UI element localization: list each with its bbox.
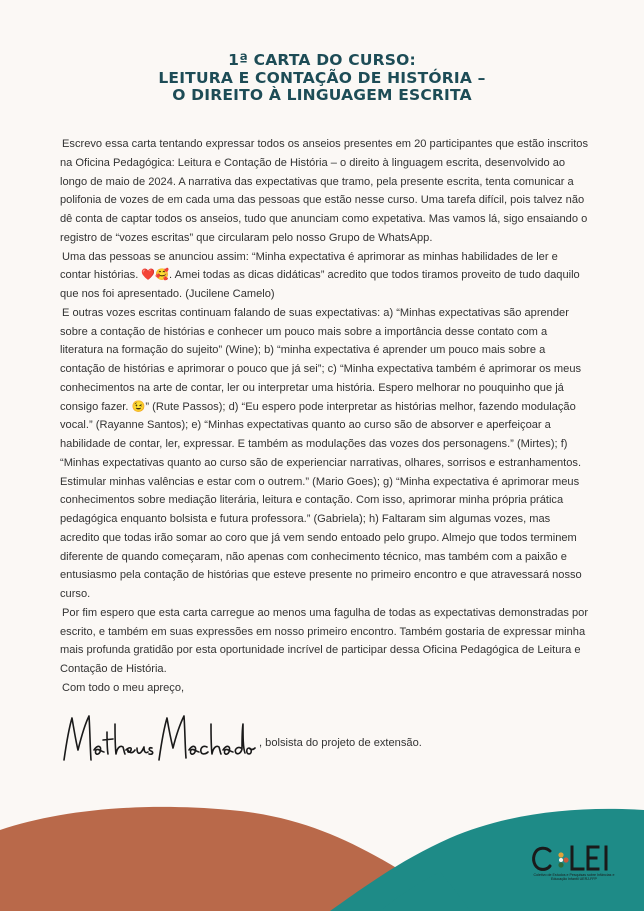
- letter-paragraph: E outras vozes escritas continuam falando de suas expectativas: a) “Minhas expectativas são aprender sobre a contação de histórias e conhecer um pouco mais sobre a importância desse contato com a literatura na formação do sujeito” (Wine); b) “minha expectativa é aprender um pouco mais sobre a contação de histórias e aprimorar o pouco que já sei”; c) “Minha expectativa também é aprimorar os meus conhecimentos na arte de contar, ler ou interpretar uma história. Espero melhorar no pouquinho que já consigo fazer. 😉” (Rute Passos); d) “Eu espero pode interpretar as histórias melhor, fazendo modulação vocal.” (Rayanne Santos); e) “Minhas expectativas quanto ao curso são de absorver e aperfeiçoar a habilidade de contar, ler, expressar. E também as modulações das vozes dos personagens.” (Mirtes); f) “Minhas expectativas quanto ao curso são de experienciar narrativas, olhares, sorrisos e estranhamentos. Estimular minhas valências e estar com o outrem.” (Mario Goes); g) “Minha expectativa é aprimorar meus conhecimentos sobre mediação literária, leitura e contação. Com isso, aprimorar minha própria prática pedagógica enquanto bolsista e futura professora.” (Gabriela); h) Faltaram sim algumas vozes, mas acredito que todas irão somar ao coro que já vem sendo entoado pelo grupo. Almejo que todos terminem diferente de quando começaram, não apenas com conhecimento técnico, mas também com a paixão e entusiasmo pela contação de histórias que esteve presente no primeiro encontro e que atravessará nosso curso.: [60, 306, 582, 600]
- colei-logo-mark: [528, 843, 620, 873]
- signature-caption: , bolsista do projeto de extensão.: [259, 737, 422, 749]
- letter-title: [0, 52, 644, 105]
- title-line-2: LEITURA E CONTAÇÃO DE HISTÓRIA –: [158, 68, 486, 87]
- letter-paragraph: Uma das pessoas se anunciou assim: “Minha expectativa é aprimorar as minhas habilidades de ler e contar histórias. ❤️🥰. Amei todas as dicas didáticas” acredito que todos tiramos proveito de tudo daquilo que nos foi apresentado. (Jucilene Camelo): [60, 250, 580, 300]
- logo-subtitle: Coletivo de Estudos e Pesquisas sobre Infâncias e Educação Infantil UERJ-FFP: [533, 873, 615, 882]
- signature-block: [60, 710, 590, 770]
- title-line-3: O DIREITO À LINGUAGEM ESCRITA: [172, 86, 472, 104]
- letter-paragraph: Escrevo essa carta tentando expressar todos os anseios presentes em 20 participantes que estão inscritos na Oficina Pedagógica: Leitura e Contação de História – o direito à linguagem escrita, desenvolvido ao longo de maio de 2024. A narrativa das expectativas que tramo, pela presente escrita, tenta comunicar a polifonia de vozes de em cada uma das pessoas que estão nesse curso. Uma tarefa difícil, pois talvez não dê conta de captar todos os anseios, tudo que anunciam como expetativa. Mas vamos lá, sigo ensaiando o registro de “vozes escritas” que circularam pelo nosso Grupo de WhatsApp.: [60, 138, 589, 244]
- handwritten-signature: [60, 710, 256, 768]
- letter-closing: Com todo o meu apreço,: [62, 681, 185, 694]
- colei-logo: [528, 843, 620, 891]
- title-line-1: 1ª CARTA DO CURSO:: [228, 51, 416, 69]
- letter-body: [60, 135, 590, 698]
- letter-paragraph: Por fim espero que esta carta carregue ao menos uma fagulha de todas as expectativas demonstradas por escrito, e também em suas expressões em nosso primeiro encontro. Também gostaria de expressar minha mais profunda gratidão por esta oportunidade incrível de participar dessa Oficina Pedagógica de Leitura e Contação de História.: [60, 606, 589, 675]
